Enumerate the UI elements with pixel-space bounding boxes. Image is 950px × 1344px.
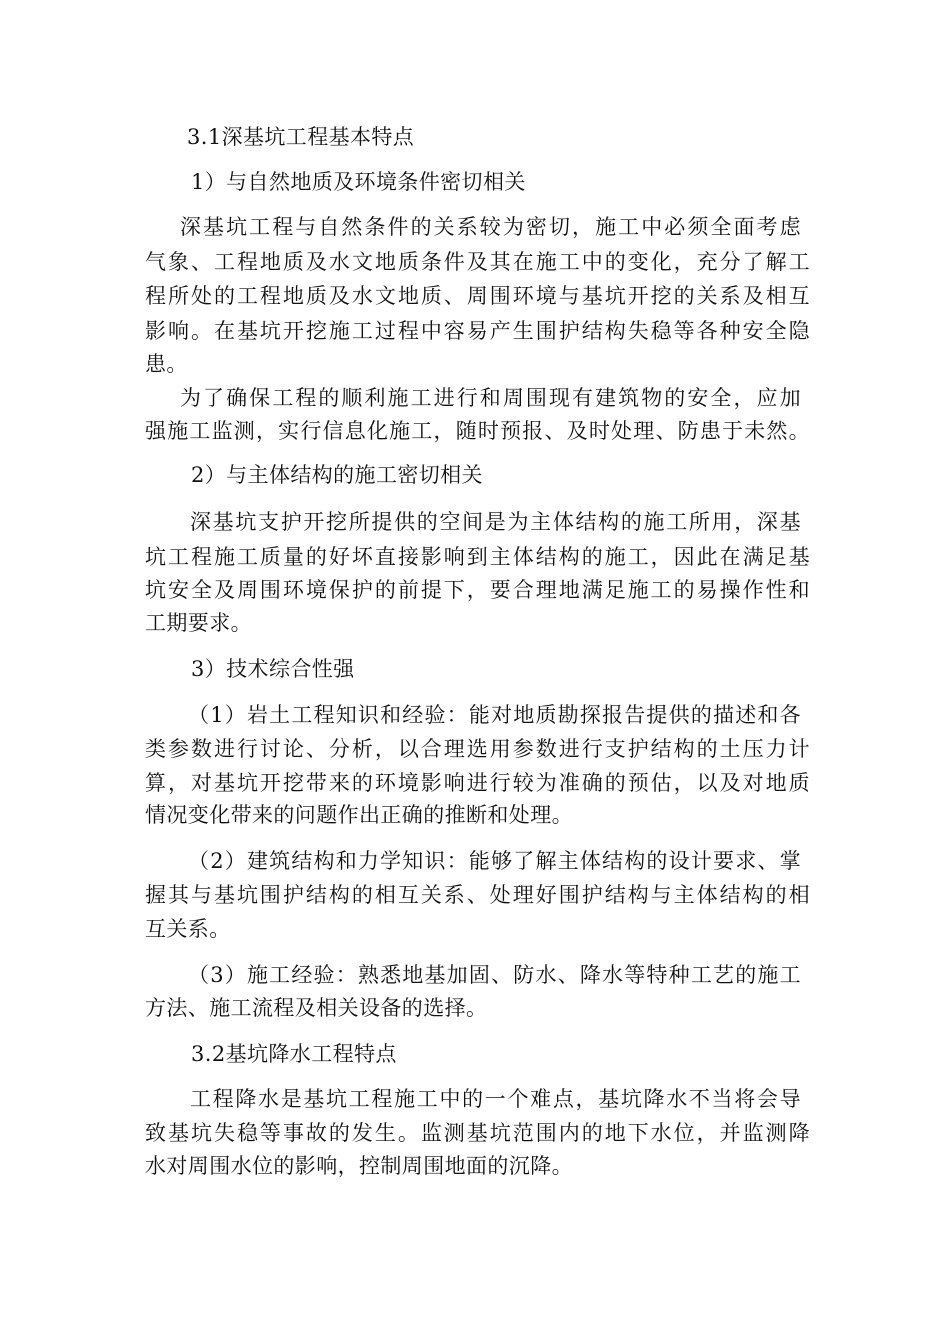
paragraph-line: 为了确保工程的顺利施工进行和周围现有建筑物的安全，应加 — [180, 386, 801, 410]
paragraph-line: 算，对基坑开挖带来的环境影响进行较为准确的预估，以及对地质 — [145, 771, 810, 795]
paragraph-line: 致基坑失稳等事故的发生。监测基坑范围内的地下水位，并监测降 — [145, 1121, 810, 1145]
paragraph-line: 深基坑工程与自然条件的关系较为密切，施工中必须全面考虑 — [180, 215, 801, 239]
paragraph-line: 深基坑支护开挖所提供的空间是为主体结构的施工所用，深基 — [190, 510, 801, 534]
paragraph-line: 方法、施工流程及相关设备的选择。 — [145, 996, 488, 1020]
paragraph-line: （2）建筑结构和力学知识：能够了解主体结构的设计要求、掌 — [188, 849, 801, 873]
section-heading-3-1: 3.1深基坑工程基本特点 — [187, 125, 415, 149]
paragraph-line: 工期要求。 — [145, 611, 252, 635]
paragraph-line: 气象、工程地质及水文地质条件及其在施工中的变化，充分了解工 — [145, 250, 810, 274]
paragraph-line: 坑工程施工质量的好坏直接影响到主体结构的施工，因此在满足基 — [145, 545, 810, 569]
subheading-item-2: 2）与主体结构的施工密切相关 — [191, 463, 483, 487]
paragraph-line: 水对周围水位的影响，控制周围地面的沉降。 — [145, 1154, 573, 1178]
paragraph-line: 患。 — [145, 352, 188, 376]
paragraph-line: 类参数进行讨论、分析，以合理选用参数进行支护结构的土压力计 — [145, 737, 810, 761]
paragraph-line: （3）施工经验：熟悉地基加固、防水、降水等特种工艺的施工 — [188, 963, 801, 987]
paragraph-line: （1）岩土工程知识和经验：能对地质勘探报告提供的描述和各 — [188, 703, 801, 727]
paragraph-line: 强施工监测，实行信息化施工，随时预报、及时处理、防患于未然。 — [145, 419, 810, 443]
paragraph-line: 坑安全及周围环境保护的前提下，要合理地满足施工的易操作性和 — [145, 578, 810, 602]
paragraph-line: 影响。在基坑开挖施工过程中容易产生围护结构失稳等各种安全隐 — [145, 319, 810, 343]
paragraph-line: 握其与基坑围护结构的相互关系、处理好围护结构与主体结构的相 — [145, 883, 810, 907]
paragraph-line: 互关系。 — [145, 917, 231, 941]
paragraph-line: 程所处的工程地质及水文地质、周围环境与基坑开挖的关系及相互 — [145, 284, 810, 308]
section-heading-3-2: 3.2基坑降水工程特点 — [191, 1042, 397, 1066]
paragraph-line: 情况变化带来的问题作出正确的推断和处理。 — [145, 803, 573, 827]
paragraph-line: 工程降水是基坑工程施工中的一个难点，基坑降水不当将会导 — [190, 1087, 801, 1111]
subheading-item-3: 3）技术综合性强 — [191, 657, 355, 681]
subheading-item-1: 1）与自然地质及环境条件密切相关 — [191, 170, 526, 194]
